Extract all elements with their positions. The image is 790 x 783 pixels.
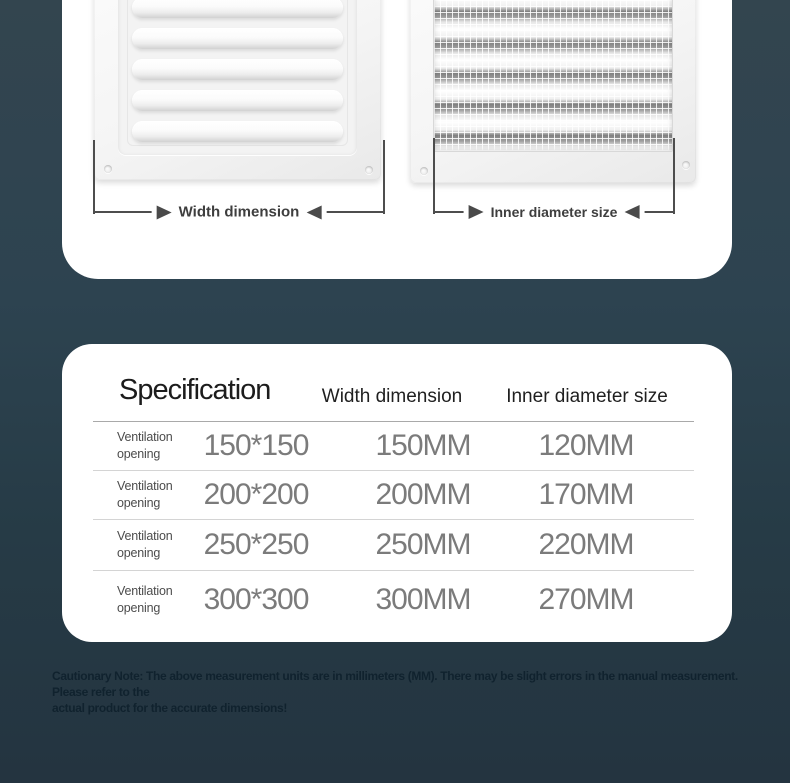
dimension-end-bar [383,140,385,214]
row-label [117,429,172,463]
row-inner-value: 270MM [538,583,634,616]
width-dimension-annotation [93,140,385,221]
louver-slat [132,90,343,111]
width-dimension-text: Width dimension [178,203,300,221]
arrow-left-icon [624,205,639,219]
louver-slats [132,0,343,152]
row-label-line2: opening [117,545,161,560]
table-row [93,470,694,519]
arrow-left-icon [306,205,321,219]
caution-line2: actual product for the accurate dimensions! [52,701,287,715]
row-width-value: 250MM [375,527,471,561]
row-size-value: 150*150 [203,428,309,462]
louver-slat [132,59,343,80]
screw-hole [682,161,690,169]
row-label [117,583,172,617]
dimension-end-bar [93,140,95,214]
row-label-line2: opening [117,601,161,615]
caution-line1: Cautionary Note: The above measurement units are in millimeters (MM). There may be slight errors in the manual measurement. Please refer to the [52,669,738,699]
table-row [93,421,694,470]
row-size-value: 250*250 [203,527,309,561]
row-label-line2: opening [117,495,161,510]
inner-diameter-text: Inner diameter size [490,204,618,220]
specification-card [62,344,732,642]
dimension-end-bar [433,138,435,214]
row-label-line1: Ventilation [117,478,173,493]
row-size-value: 300*300 [203,583,309,616]
row-inner-value: 120MM [538,428,634,462]
row-label-line1: Ventilation [117,528,173,543]
row-divider [93,570,694,571]
product-diagram-card [62,0,732,279]
row-width-value: 200MM [375,477,471,511]
inner-diameter-annotation [433,138,675,220]
row-label-line2: opening [117,446,161,461]
row-inner-value: 170MM [538,477,634,511]
row-width-value: 300MM [375,583,471,616]
row-label [117,528,172,562]
table-row [93,570,694,630]
arrow-right-icon [469,205,484,219]
column-header-width: Width dimension [321,386,463,407]
spec-title: Specification [119,374,271,406]
mesh-grid [433,0,673,152]
column-header-inner: Inner diameter size [506,386,668,407]
row-width-value: 150MM [375,428,471,462]
louver-slat [132,28,343,49]
row-label-line1: Ventilation [117,584,173,598]
dimension-end-bar [673,138,675,214]
dimension-label [152,203,327,222]
louver-slat [132,121,343,142]
row-label [117,478,172,512]
louver-slat [132,0,343,18]
arrow-right-icon [157,205,172,219]
row-divider [93,421,694,422]
dimension-label [464,203,645,221]
row-divider [93,470,694,471]
row-divider [93,519,694,520]
caution-note [52,668,762,716]
screw-hole [420,167,428,175]
row-inner-value: 220MM [538,527,634,561]
row-label-line1: Ventilation [117,429,173,444]
table-row [93,519,694,570]
row-size-value: 200*200 [203,477,309,511]
